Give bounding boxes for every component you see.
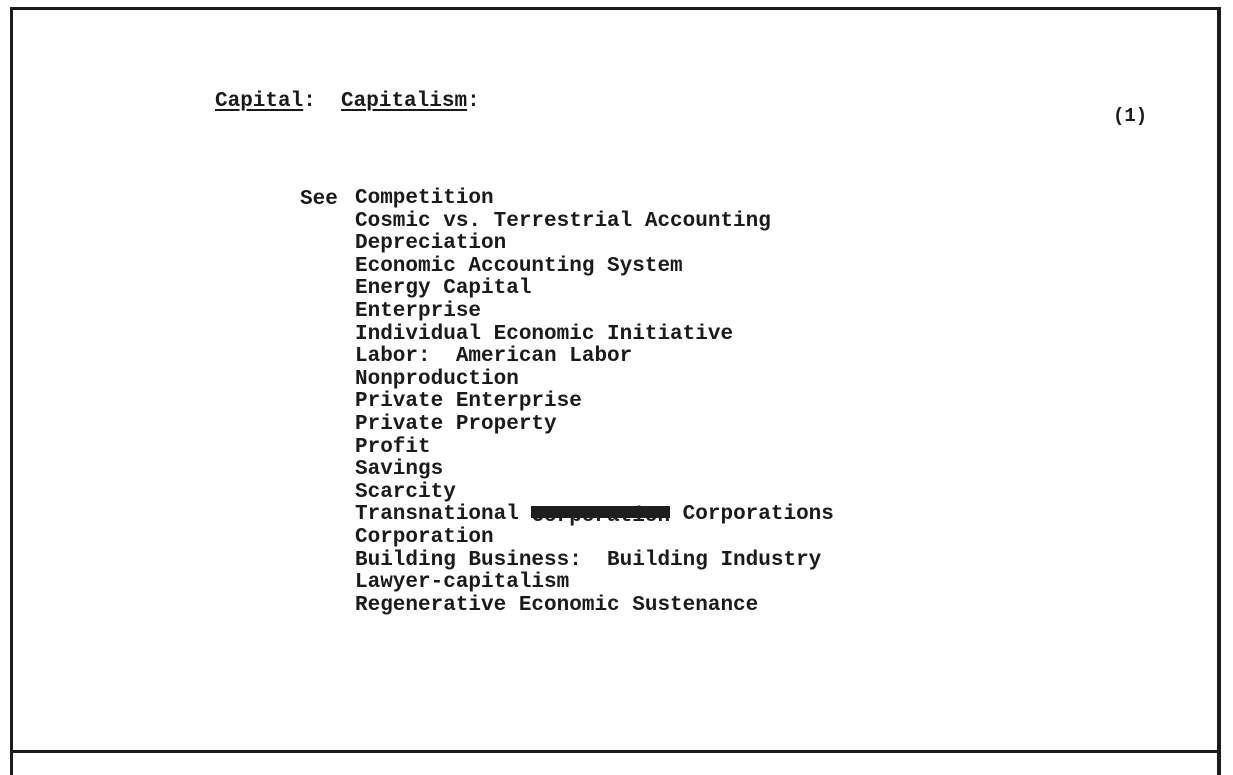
list-item: Regenerative Economic Sustenance [355,593,759,617]
list-item: Corporation [355,525,494,549]
list-item: Enterprise [355,299,482,323]
list-item: Energy Capital [355,277,532,301]
list-item: Individual Economic Initiative [355,322,734,346]
list-item: Private Property [355,412,557,436]
list-item: Profit [355,435,431,459]
list-item: Building Business: Building Industry [355,548,822,572]
list-item: Labor: American Labor [355,345,633,369]
heading-colon: : [467,90,480,113]
list-item: Savings [355,458,444,482]
list-item: Private Enterprise [355,390,582,414]
list-item: Depreciation [355,232,507,256]
list-item: Economic Accounting System [355,254,683,278]
see-label: See [300,188,338,211]
next-card-edge [10,753,1221,775]
transnational-before: Transnational [355,503,532,527]
page-heading [215,90,480,113]
cross-reference-list [355,188,834,617]
list-item: Lawyer-capitalism [355,571,570,595]
page-number: (1) [1113,105,1148,127]
heading-separator: : [303,90,342,113]
heading-capitalism: Capitalism [341,90,468,113]
list-item: Scarcity [355,480,456,504]
list-item: Competition [355,187,494,210]
transnational-after: Corporations [670,503,834,527]
list-item: Nonproduction [355,367,519,391]
heading-capital: Capital [215,90,304,113]
list-item-transnational [355,504,834,527]
struck-out-word: Corporation [531,504,671,528]
list-item: Cosmic vs. Terrestrial Accounting [355,209,771,233]
